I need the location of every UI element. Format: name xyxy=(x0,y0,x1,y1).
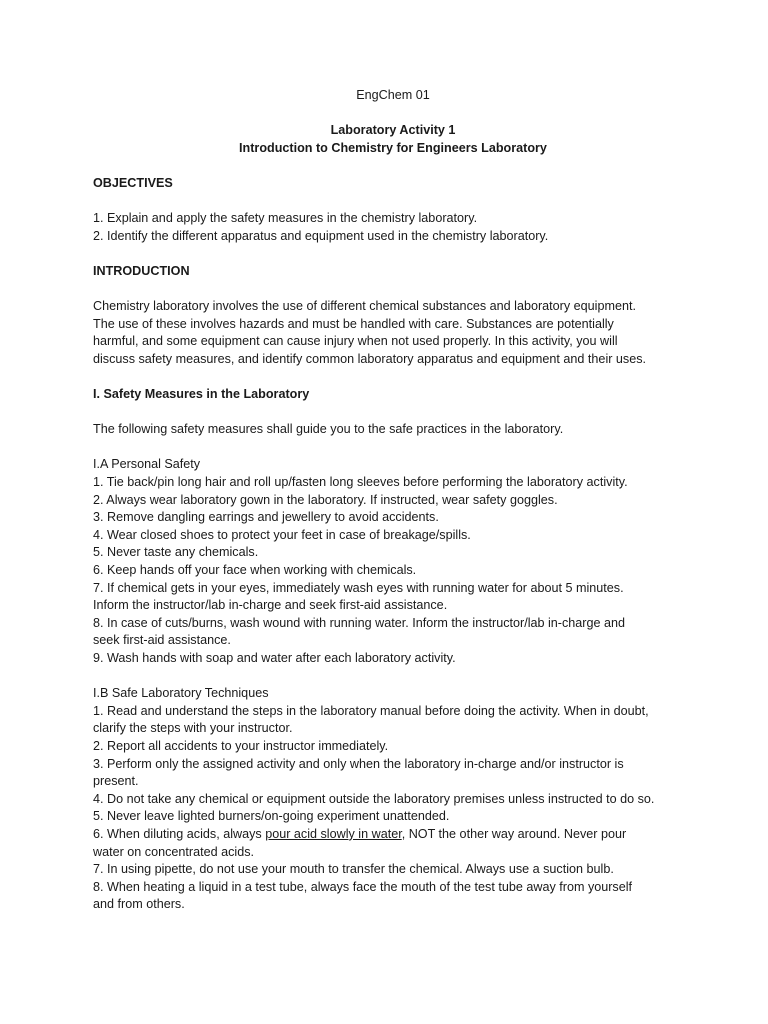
objectives-heading: OBJECTIVES xyxy=(93,175,173,190)
safety-heading: I. Safety Measures in the Laboratory xyxy=(93,387,310,402)
objective-item: 1. Explain and apply the safety measures in the chemistry laboratory. xyxy=(93,211,478,226)
technique-line: 4. Do not take any chemical or equipment outside the laboratory premises unless instructed to do so. xyxy=(93,791,655,806)
introduction-line: harmful, and some equipment can cause injury when not used properly. In this activity, you will xyxy=(93,334,618,349)
spacer xyxy=(93,668,693,686)
technique-line: 5. Never leave lighted burners/on-going experiment unattended. xyxy=(93,809,450,824)
personal-safety-line: 8. In case of cuts/burns, wash wound with running water. Inform the instructor/lab in-charge and xyxy=(93,615,626,630)
introduction-line: The use of these involves hazards and must be handled with care. Substances are potentially xyxy=(93,316,614,331)
personal-safety-line: 2. Always wear laboratory gown in the laboratory. If instructed, wear safety goggles. xyxy=(93,492,558,507)
spacer xyxy=(93,439,693,457)
activity-title: Laboratory Activity 1 xyxy=(330,123,456,138)
personal-safety-line: seek first-aid assistance. xyxy=(93,633,231,648)
personal-safety-line: 3. Remove dangling earrings and jewellery to avoid accidents. xyxy=(93,510,439,525)
introduction-heading: INTRODUCTION xyxy=(93,263,190,278)
technique-line-acid xyxy=(93,826,693,844)
technique-line: present. xyxy=(93,774,139,789)
acid-line-suffix: , NOT the other way around. Never pour xyxy=(401,826,627,841)
spacer xyxy=(93,157,693,175)
spacer xyxy=(93,369,693,387)
acid-rule-underlined: pour acid slowly in water xyxy=(265,826,402,841)
activity-subtitle: Introduction to Chemistry for Engineers Laboratory xyxy=(239,140,547,155)
spacer xyxy=(93,245,693,263)
technique-line: 2. Report all accidents to your instructor immediately. xyxy=(93,738,389,753)
personal-safety-line: 7. If chemical gets in your eyes, immediately wash eyes with running water for about 5 minutes. xyxy=(93,580,624,595)
personal-safety-line: 4. Wear closed shoes to protect your feet in case of breakage/spills. xyxy=(93,527,471,542)
spacer xyxy=(93,404,693,422)
personal-safety-line: 6. Keep hands off your face when working with chemicals. xyxy=(93,563,417,578)
technique-line: water on concentrated acids. xyxy=(93,844,255,859)
spacer xyxy=(93,193,693,211)
course-code: EngChem 01 xyxy=(356,88,430,102)
spacer xyxy=(93,281,693,299)
introduction-line: Chemistry laboratory involves the use of different chemical substances and laboratory equipment. xyxy=(93,299,636,314)
acid-line-prefix: 6. When diluting acids, always xyxy=(93,826,266,841)
personal-safety-line: 1. Tie back/pin long hair and roll up/fasten long sleeves before performing the laboratory activity. xyxy=(93,475,628,490)
techniques-heading: I.B Safe Laboratory Techniques xyxy=(93,686,269,701)
personal-safety-line: Inform the instructor/lab in-charge and seek first-aid assistance. xyxy=(93,598,448,613)
technique-line: 7. In using pipette, do not use your mouth to transfer the chemical. Always use a suction bulb. xyxy=(93,862,614,877)
technique-line: 3. Perform only the assigned activity and only when the laboratory in-charge and/or instructor is xyxy=(93,756,624,771)
personal-safety-heading: I.A Personal Safety xyxy=(93,457,201,472)
personal-safety-line: 9. Wash hands with soap and water after each laboratory activity. xyxy=(93,651,456,665)
technique-line: clarify the steps with your instructor. xyxy=(93,721,293,736)
technique-line: 1. Read and understand the steps in the laboratory manual before doing the activity. When in doubt, xyxy=(93,703,649,718)
technique-line: and from others. xyxy=(93,897,185,912)
spacer xyxy=(93,105,693,123)
safety-intro: The following safety measures shall guide you to the safe practices in the laboratory. xyxy=(93,422,564,437)
technique-line: 8. When heating a liquid in a test tube, always face the mouth of the test tube away from yourself xyxy=(93,879,633,894)
objective-item: 2. Identify the different apparatus and equipment used in the chemistry laboratory. xyxy=(93,228,549,243)
personal-safety-line: 5. Never taste any chemicals. xyxy=(93,545,259,560)
introduction-line: discuss safety measures, and identify common laboratory apparatus and equipment and their uses. xyxy=(93,351,647,366)
document-page xyxy=(93,87,693,914)
